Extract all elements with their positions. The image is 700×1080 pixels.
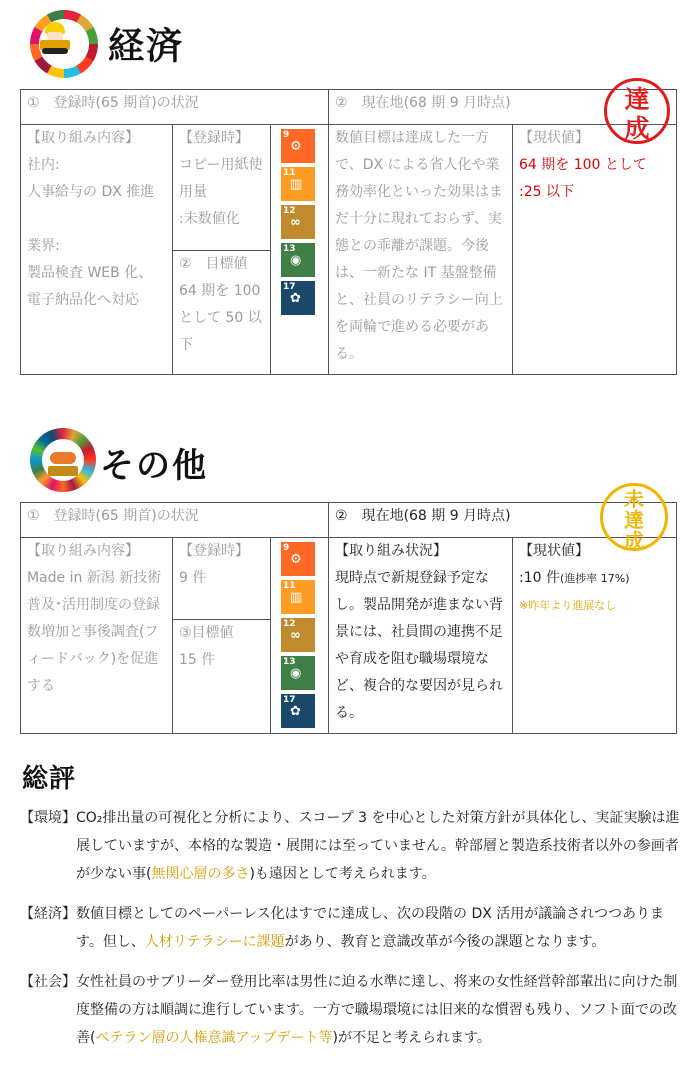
sonota-header-left: ① 登録時(65 期首)の状況 [21,503,329,538]
infinity-icon: 12 ∞ [281,205,315,239]
review-shakai: 【社会】 女性社員のサブリーダー登用比率は男性に迫る水準に達し、将来の女性経営幹部輩出に向けた制度整備の方は順調に進行しています。一方で職場環境には旧来的な慣習も残り、ソフト面での改善(ベテラン層の人権意識アップデート等)が不足と考えられます。 [20,968,680,1052]
torikumi-text: Made in 新潟 新技術普及･活用制度の登録数増加と事後調査(フィードバック)を促進する [27,570,162,694]
highlight-text: 人材リテラシーに課題 [144,934,285,950]
flower-icon: 17 ✿ [281,694,315,728]
eye-globe-icon: 13 ◉ [281,243,315,277]
highlight-text: ベテラン層の人権意識アップデート等 [95,1030,333,1046]
city-icon: 11 ▥ [281,167,315,201]
mokuhyo-label: ② 目標値 [179,256,248,272]
torikumi-label: 【取り組み内容】 [27,130,139,146]
torikumi-label: 【取り組み内容】 [27,543,139,559]
eye-globe-icon: 13 ◉ [281,656,315,690]
section-title-sonota: その他 [100,446,208,486]
keizai-table [20,89,677,375]
genjo-value: 64 期を 100 として [519,157,647,173]
industry-icon: 9 ⚙ [281,129,315,163]
genjo-label: 【現状値】 [519,543,590,559]
review-tag: 【経済】 [20,906,76,922]
review-kankyo: 【環境】 CO₂排出量の可視化と分析により、スコープ 3 を中心とした対策方針が具体化し、実証実験は進展していますが、本格的な製造・展開には至っていません。幹部層と製造系技術者以外の参画者が少ない事(無関心層の多さ)も遠因として考えられます。 [20,804,680,888]
review-tag: 【社会】 [20,974,76,990]
genjo-note: ※昨年より進展なし [519,599,617,612]
niigata-sdgs-logo [30,428,96,492]
touroku-text: コピー用紙使用量 [179,157,263,200]
touroku-text: 9 件 [179,570,207,586]
genjo-label: 【現状値】 [519,130,590,146]
industry-icon: 9 ⚙ [281,542,315,576]
mokuhyo-label: ③目標値 [179,625,234,641]
touroku-text: :未数値化 [179,211,240,227]
review-tag: 【環境】 [20,810,76,826]
infinity-icon: 12 ∞ [281,618,315,652]
torikumi-text: 業界: [27,238,60,254]
review-title: 総評 [22,764,77,794]
sonota-table [20,502,677,734]
sdg-icon-column [271,125,329,375]
genjo-value: :10 件 [519,570,560,586]
torikumi-text: 社内: [27,157,60,173]
sonota-header-right: ② 現在地(68 期 9 月時点) [329,503,677,538]
touroku-label: 【登録時】 [179,130,249,146]
section-title-keizai: 経済 [108,26,185,67]
highlight-text: 無関心層の多さ [151,866,250,882]
jokyo-text: 現時点で新規登録予定なし。製品開発が進まない背景には、社員間の連携不足や育成を阻む職場環境など、複合的な要因が見られる。 [335,570,504,721]
mokuhyo-text: 15 件 [179,652,216,668]
torikumi-text: 製品検査 WEB 化、電子納品化へ対応 [27,265,153,308]
keizai-header-right: ② 現在地(68 期 9 月時点) [329,90,677,125]
review-keizai: 【経済】 数値目標としてのペーパーレス化はすでに達成し、次の段階の DX 活用が議論されつつあります。但し、人材リテラシーに課題があり、教育と意識改革が今後の課題となります。 [20,900,680,956]
jokyo-label: 【取り組み状況】 [335,543,448,559]
mokuhyo-text: 64 期を 100 として 50 以下 [179,283,262,353]
keizai-header-left: ① 登録時(65 期首)の状況 [21,90,329,125]
achieved-stamp: 達 成 [604,78,670,144]
flower-icon: 17 ✿ [281,281,315,315]
sdg-icon-column [271,538,329,734]
city-icon: 11 ▥ [281,580,315,614]
keizai-current-text: 数値目標は達成した一方で、DX による省人化や業務効率化といった効果はまだ十分に現れておらず、実態との乖離が課題。今後は、一新たな IT 基盤整備と、社員のリテラシー向上を両輪で進める必要がある。 [329,125,513,375]
genjo-rate: (進捗率 17%) [560,572,630,585]
torikumi-text: 人事給与の DX 推進 [27,184,155,200]
genjo-value: :25 以下 [519,184,574,200]
touroku-label: 【登録時】 [179,543,249,559]
construction-sdgs-logo [30,10,98,78]
not-achieved-stamp: 未 達 成 [600,483,668,551]
